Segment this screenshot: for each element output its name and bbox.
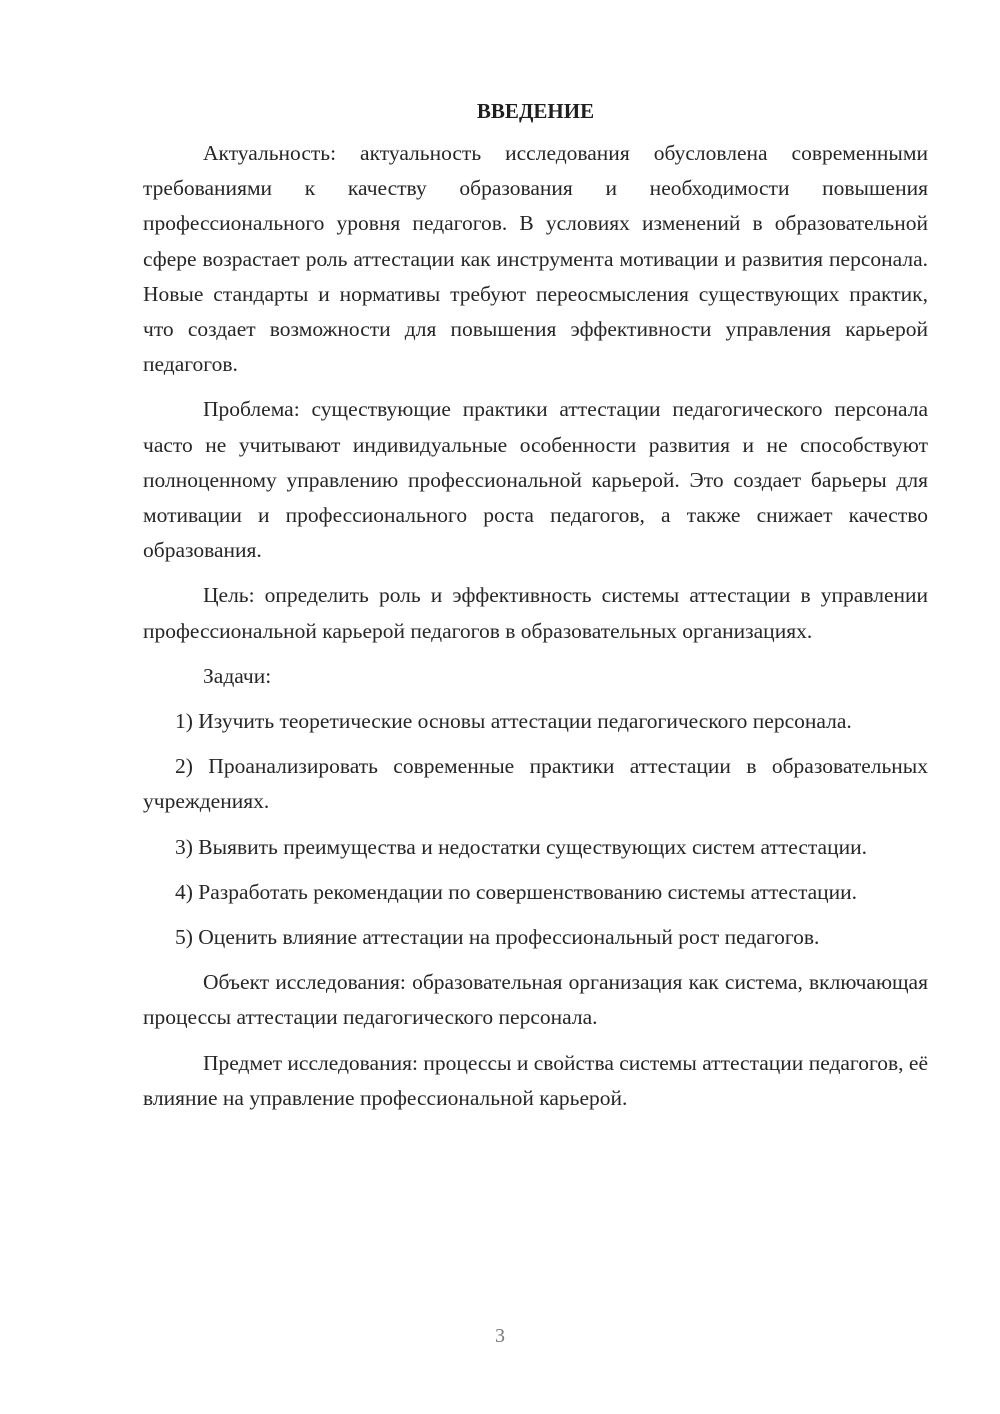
object-paragraph: Объект исследования: образовательная организация как система, включающая процессы аттестации педагогического персонала. xyxy=(143,970,928,1030)
subject-paragraph: Предмет исследования: процессы и свойства системы аттестации педагогов, её влияние на управление профессиональной карьерой. xyxy=(143,1050,928,1110)
tasks-heading: Задачи: xyxy=(203,663,272,688)
section-title: ВВЕДЕНИЕ xyxy=(476,99,595,123)
task-item: 1) Изучить теоретические основы аттестации педагогического персонала. xyxy=(175,709,852,734)
task-item: 2) Проанализировать современные практики аттестации в образовательных учреждениях. xyxy=(143,754,928,814)
goal-paragraph: Цель: определить роль и эффективность системы аттестации в управлении профессиональной карьерой педагогов в образовательных организациях. xyxy=(143,583,928,643)
tasks-list xyxy=(143,704,928,955)
relevance-paragraph: Актуальность: актуальность исследования обусловлена современными требованиями к качеству образования и необходимости повышения профессионального уровня педагогов. В условиях изменений в образовательной сфере возрастает роль аттестации как инструмента мотивации и развития персонала. Новые стандарты и нормативы требуют переосмысления существующих практик, что создает возможности для повышения эффективности управления карьерой педагогов. xyxy=(143,141,928,377)
task-item: 4) Разработать рекомендации по совершенствованию системы аттестации. xyxy=(175,879,858,904)
problem-paragraph: Проблема: существующие практики аттестации педагогического персонала часто не учитывают индивидуальные особенности развития и не способствуют полноценному управлению профессиональной карьерой. Это создает барьеры для мотивации и профессионального роста педагогов, а также снижает качество образования. xyxy=(143,397,928,563)
page-content xyxy=(143,95,928,1126)
task-item: 3) Выявить преимущества и недостатки существующих систем аттестации. xyxy=(175,834,867,859)
task-item: 5) Оценить влияние аттестации на профессиональный рост педагогов. xyxy=(175,925,820,950)
page-number: 3 xyxy=(495,1325,505,1347)
